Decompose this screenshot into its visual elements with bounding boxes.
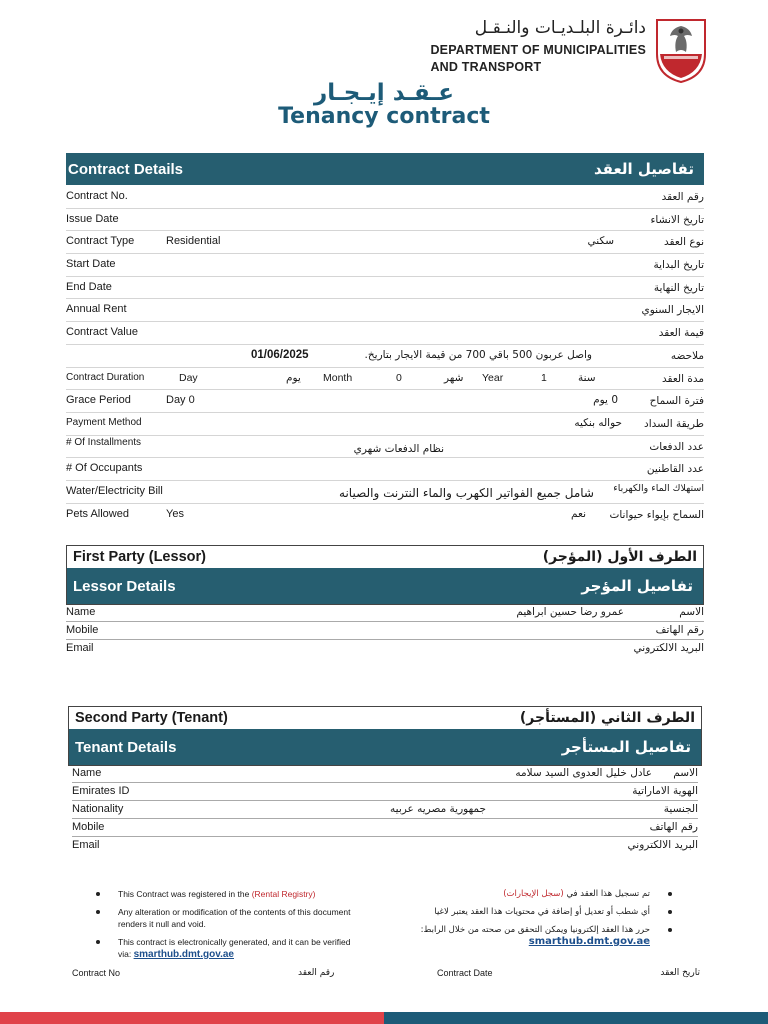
- footer-strip-teal: [384, 1012, 768, 1024]
- water-bill-value-ar: شامل جميع الفواتير الكهرب والماء النترنت والصيانه: [339, 485, 594, 500]
- contract-value-label-en: Contract Value: [66, 326, 138, 339]
- contract-type-row: [66, 231, 704, 254]
- tenant-nationality-label-en: Nationality: [72, 803, 124, 815]
- bullet-icon: [668, 928, 672, 932]
- start-date-label-ar: تاريخ البداية: [653, 259, 704, 272]
- contract-type-label-en: Contract Type: [66, 235, 135, 248]
- note-alteration-en: Any alteration or modification of the contents of this document renders it null and void.: [96, 906, 356, 930]
- falcon-emblem-icon: [654, 14, 708, 84]
- lessor-party-title-en: First Party (Lessor): [73, 549, 206, 565]
- installments-label-ar: عدد الدفعات: [649, 440, 704, 453]
- notes-arabic: [407, 888, 672, 954]
- document-header: [0, 0, 768, 140]
- occupants-label-en: # Of Occupants: [66, 462, 143, 475]
- payment-method-value-ar: حواله بنكيه: [574, 416, 622, 429]
- bullet-icon: [96, 940, 100, 944]
- contract-value-row: [66, 322, 704, 345]
- water-electricity-row: [66, 481, 704, 504]
- lessor-details-header: [67, 568, 703, 604]
- department-name-english: DEPARTMENT OF MUNICIPALITIES AND TRANSPORT: [430, 43, 646, 74]
- lessor-details-title-ar: تفاصيل المؤجر: [581, 577, 693, 595]
- tenant-party-title-en: Second Party (Tenant): [75, 710, 228, 726]
- tenant-nationality-value: جمهورية مصريه عربيه: [390, 803, 486, 815]
- lessor-party-heading: [67, 546, 703, 568]
- tenant-name-label-en: Name: [72, 767, 102, 779]
- note-label-ar: ملاحضه: [670, 349, 704, 362]
- duration-day-ar: يوم: [286, 371, 301, 384]
- note-value: واصل عربون 500 باقي 700 من قيمة الايجار بتاريخ.: [364, 348, 592, 361]
- note-date: 01/06/2025: [251, 348, 309, 361]
- tenant-name-label-ar: الاسم: [673, 767, 698, 779]
- occupants-label-ar: عدد القاطنين: [646, 463, 704, 476]
- annual-rent-label-ar: الايجار السنوي: [641, 304, 704, 317]
- contract-details-header: [66, 153, 704, 185]
- tenant-nationality-label-ar: الجنسية: [663, 803, 698, 815]
- lessor-section: [66, 545, 704, 605]
- bullet-icon: [96, 910, 100, 914]
- lessor-party-title-ar: الطرف الأول (المؤجر): [542, 549, 697, 565]
- contract-details-table: [66, 186, 704, 526]
- bullet-icon: [668, 892, 672, 896]
- footer-strip-red: [0, 1012, 384, 1024]
- contract-no-label-en: Contract No.: [66, 190, 128, 202]
- tenant-nationality-row: [72, 801, 698, 819]
- footer-contract-date-ar: تاريخ العقد: [660, 968, 700, 978]
- duration-year-value: 1: [541, 371, 547, 384]
- installments-label-en: # Of Installments: [66, 436, 142, 448]
- tenant-name-value: عادل خليل العدوى السيد سلامه: [515, 767, 652, 779]
- contract-value-label-ar: قيمة العقد: [658, 327, 704, 340]
- note-verify-ar: حرر هذا العقد إلكترونيا ويمكن التحقق من صحته من خلال الرابط: smarthub.dmt.gov.ae: [407, 924, 672, 948]
- verify-link-ar[interactable]: smarthub.dmt.gov.ae: [528, 936, 650, 947]
- end-date-label-en: End Date: [66, 280, 112, 293]
- tenant-email-label-en: Email: [72, 839, 100, 851]
- lessor-name-value: عمرو رضا حسين ابراهيم: [516, 606, 624, 618]
- tenant-details-header: [69, 729, 701, 765]
- grace-period-label-ar: فترة السماح: [649, 395, 704, 408]
- tenant-emirates-id-label-ar: الهوية الاماراتية: [632, 785, 698, 797]
- duration-year-en: Year: [482, 371, 504, 384]
- grace-period-value-en: Day 0: [166, 394, 195, 407]
- tenant-mobile-label-ar: رقم الهاتف: [649, 821, 698, 833]
- document-title-english: Tenancy contract: [278, 104, 490, 129]
- start-date-row: [66, 254, 704, 277]
- tenant-mobile-row: [72, 819, 698, 837]
- issue-date-row: [66, 209, 704, 232]
- issue-date-label-ar: تاريخ الانشاء: [650, 213, 704, 226]
- note-verify-en: This contract is electronically generated, and it can be verified via: smarthub.dmt.gov.ae: [96, 936, 356, 961]
- grace-period-value-ar: 0 يوم: [593, 394, 618, 407]
- note-alteration-ar: أي شطب أو تعديل أو إضافة في محتويات هذا العقد يعتبر لاغيا: [407, 906, 672, 918]
- contract-details-title-en: Contract Details: [68, 160, 184, 178]
- verify-link-en[interactable]: smarthub.dmt.gov.ae: [133, 949, 234, 960]
- issue-date-label-en: Issue Date: [66, 212, 119, 225]
- duration-month-ar: شهر: [444, 371, 464, 384]
- tenant-email-label-ar: البريد الالكتروني: [627, 839, 698, 851]
- start-date-label-en: Start Date: [66, 258, 116, 271]
- annual-rent-row: [66, 299, 704, 322]
- pets-label-en: Pets Allowed: [66, 507, 129, 520]
- annual-rent-label-en: Annual Rent: [66, 303, 127, 316]
- installments-row: [66, 436, 704, 459]
- tenant-email-row: [72, 837, 698, 855]
- lessor-name-row: [66, 604, 704, 622]
- payment-method-label-en: Payment Method: [66, 416, 142, 428]
- contract-type-value-en: Residential: [166, 235, 221, 248]
- contract-no-row: [66, 186, 704, 209]
- end-date-row: [66, 277, 704, 300]
- duration-month-value: 0: [396, 371, 402, 384]
- footer-contract-no-en: Contract No: [72, 968, 121, 978]
- lessor-name-label-en: Name: [66, 606, 96, 618]
- lessor-email-label-en: Email: [66, 642, 94, 654]
- tenant-party-heading: [69, 707, 701, 729]
- grace-period-row: [66, 390, 704, 413]
- contract-details-title-ar: تفاصيل العقد: [594, 160, 694, 178]
- duration-label-en: Contract Duration: [66, 371, 145, 383]
- footer-contract-no-ar: رقم العقد: [298, 968, 335, 978]
- document-title-arabic: عـقـد إيـجـار: [314, 80, 454, 106]
- payment-method-row: [66, 413, 704, 436]
- end-date-label-ar: تاريخ النهاية: [653, 281, 704, 294]
- footer-contract-date-en: Contract Date: [437, 968, 493, 978]
- tenant-emirates-id-label-en: Emirates ID: [72, 785, 130, 797]
- lessor-mobile-label-ar: رقم الهاتف: [655, 624, 704, 636]
- tenant-party-title-ar: الطرف الثاني (المستأجر): [519, 710, 695, 726]
- department-name-arabic: دائـرة البلـديـات والنـقـل: [474, 18, 646, 38]
- water-bill-label-en: Water/Electricity Bill: [66, 484, 163, 497]
- contract-no-label-ar: رقم العقد: [661, 191, 704, 203]
- tenant-section: [68, 706, 702, 766]
- tenant-details-title-ar: تفاصيل المستأجر: [561, 738, 691, 756]
- installments-value-ar: نظام الدفعات شهري: [353, 442, 444, 455]
- tenant-details-table: [72, 765, 698, 855]
- lessor-email-row: [66, 640, 704, 658]
- pets-label-ar: السماح بإيواء حيوانات: [609, 508, 704, 521]
- note-registered-en: This Contract was registered in the (Rental Registry): [96, 888, 356, 900]
- rental-registry-label: (Rental Registry): [251, 889, 316, 899]
- duration-day-en: Day: [179, 371, 198, 384]
- lessor-mobile-row: [66, 622, 704, 640]
- rental-registry-label-ar: (سجل الإيجارات): [503, 889, 564, 899]
- tenant-emirates-id-row: [72, 783, 698, 801]
- notes-english: [96, 888, 356, 967]
- tenant-mobile-label-en: Mobile: [72, 821, 105, 833]
- grace-period-label-en: Grace Period: [66, 394, 131, 407]
- lessor-details-title-en: Lessor Details: [73, 577, 176, 595]
- lessor-name-label-ar: الاسم: [679, 606, 704, 618]
- lessor-details-table: [66, 604, 704, 658]
- duration-label-ar: مدة العقد: [662, 372, 704, 385]
- water-bill-label-ar: استهلاك الماء والكهرباء: [613, 482, 704, 494]
- pets-value-en: Yes: [166, 507, 184, 520]
- bullet-icon: [668, 910, 672, 914]
- tenant-name-row: [72, 765, 698, 783]
- contract-type-value-ar: سكني: [587, 235, 614, 248]
- payment-method-label-ar: طريقة السداد: [644, 417, 704, 430]
- tenant-details-title-en: Tenant Details: [75, 738, 177, 756]
- legal-notes: [0, 888, 768, 968]
- note-registered-ar: تم تسجيل هذا العقد في (سجل الإيجارات): [407, 888, 672, 900]
- contract-duration-row: [66, 368, 704, 391]
- lessor-mobile-label-en: Mobile: [66, 624, 99, 636]
- contract-type-label-ar: نوع العقد: [664, 236, 704, 249]
- occupants-row: [66, 458, 704, 481]
- duration-month-en: Month: [323, 371, 353, 384]
- note-row: [66, 345, 704, 368]
- pets-allowed-row: [66, 504, 704, 527]
- duration-year-ar: سنة: [578, 371, 596, 384]
- pets-value-ar: نعم: [571, 507, 586, 520]
- lessor-email-label-ar: البريد الالكتروني: [633, 642, 704, 654]
- bullet-icon: [96, 892, 100, 896]
